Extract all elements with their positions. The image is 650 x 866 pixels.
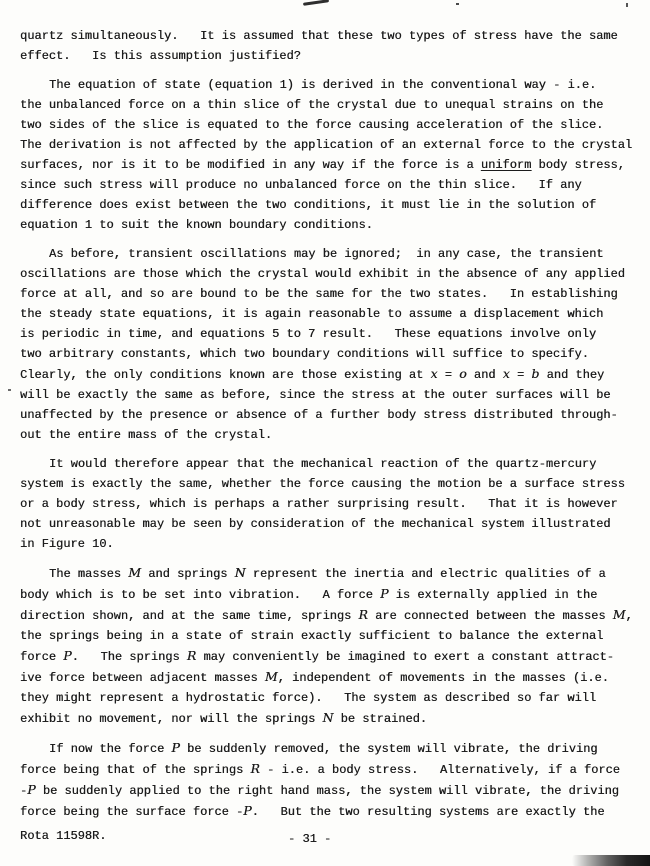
text-line [20,584,640,605]
paragraph [20,738,640,822]
text-segment: since such stress will produce no unbalanced force on the thin slice. If any [20,178,582,192]
text-line [20,534,640,554]
text-segment: force being that of the springs [20,763,251,777]
text-segment: are connected between the masses [367,609,613,623]
text-segment: is periodic in time, and equations 5 to 7 result. These equations involve only [20,327,597,341]
text-segment: It would therefore appear that the mechanical reaction of the quartz-mercury [49,457,597,471]
text-segment: force being the surface force - [20,805,244,819]
text-segment: quartz simultaneously. It is assumed that these two types of stress have the same [20,29,618,43]
text-segment: the springs being in a state of strain exactly sufficient to balance the external [20,629,604,643]
text-segment: = [437,368,460,382]
math-variable: b [531,366,540,381]
text-line [20,385,640,405]
page-number: - 31 - [288,832,332,846]
text-segment: force [20,650,64,664]
text-segment: = [509,368,532,382]
text-line [20,135,640,155]
text-line [20,344,640,364]
text-segment: Clearly, the only conditions known are those existing at [20,368,431,382]
text-line [20,175,640,195]
text-segment: exhibit no movement, nor will the springs [20,712,323,726]
text-segment: will be exactly the same as before, since the stress at the outer surfaces will be [20,388,611,402]
text-segment: the steady state equations, it is again reasonable to assume a displacement which [20,307,604,321]
text-line [20,708,640,729]
text-line [20,46,640,66]
text-segment: ive force between adjacent masses [20,671,265,685]
text-line [20,494,640,514]
text-line [20,405,640,425]
text-segment: oscillations are those which the crystal would exhibit in the absence of any applied [20,267,625,281]
paragraph [20,454,640,554]
math-variable: N [322,710,334,725]
math-variable: P [63,648,72,663]
text-line [20,304,640,324]
text-segment: or a body stress, which is perhaps a rather surprising result. That it is however [20,497,618,511]
text-segment: - [20,784,28,798]
text-segment: unaffected by the presence or absence of a further body stress distributed through- [20,408,618,422]
text-line [20,474,640,494]
text-segment: and they [539,368,605,382]
math-variable: x [430,366,438,381]
text-segment: , [625,609,633,623]
text-line [20,26,640,46]
text-line [20,801,640,822]
text-line [20,780,640,801]
text-segment: As before, transient oscillations may be ignored; in any case, the transient [49,247,604,261]
text-segment: may conveniently be imagined to exert a constant attract- [196,650,614,664]
text-segment: be suddenly removed, the system will vibrate, the driving [179,742,598,756]
text-segment: the unbalanced force on a thin slice of the crystal due to unequal strains on the [20,98,604,112]
text-segment: . But the two resulting systems are exactly the [251,805,605,819]
text-line [20,667,640,688]
scan-mark-speck [8,389,11,391]
math-variable: N [234,565,246,580]
text-segment: represent the inertia and electric qualities of a [245,567,606,581]
text-segment: equation 1 to suit the known boundary conditions. [20,218,373,232]
text-line [20,688,640,708]
text-line [20,626,640,646]
scan-mark-dot [456,3,459,5]
math-variable: M [264,669,278,684]
text-segment: , independent of movements in the masses (i.e. [277,671,609,685]
text-segment: The derivation is not affected by the application of an external force to the crystal [20,138,633,152]
scan-mark-dot [626,3,628,7]
text-segment: two arbitrary constants, which two boundary conditions will suffice to specify. [20,347,589,361]
text-line [20,264,640,284]
scan-mark-dash [303,0,329,6]
text-segment: system is exactly the same, whether the force causing the motion be a surface stress [20,477,625,491]
text-line [20,738,640,759]
text-segment: surfaces, nor is it to be modified in any way if the force is a [20,158,481,172]
text-line [20,195,640,215]
page-body [20,26,640,831]
text-segment: in Figure 10. [20,537,114,551]
text-segment: not unreasonable may be seen by consideration of the mechanical system illustrated [20,517,611,531]
text-line [20,95,640,115]
underlined-text: uniform [480,158,532,172]
text-segment: If now the force [49,742,172,756]
text-segment: two sides of the slice is equated to the force causing acceleration of the slice. [20,118,604,132]
text-segment: effect. Is this assumption justified? [20,49,301,63]
math-variable: M [128,565,142,580]
math-variable: o [459,366,467,381]
text-segment: they might represent a hydrostatic force). The system as described so far will [20,691,597,705]
text-line [20,514,640,534]
text-segment: body stress, [531,158,625,172]
report-reference: Rota 11598R. [20,829,107,843]
text-line [20,244,640,264]
text-segment: is externally applied in the [388,588,598,602]
math-variable: R [358,607,368,622]
text-line [20,563,640,584]
math-variable: R [250,761,260,776]
text-line [20,364,640,385]
text-line [20,155,640,175]
text-segment: difference does exist between the two conditions, it must lie in the solution of [20,198,597,212]
paragraph [20,26,640,66]
text-segment: and [466,368,503,382]
paragraph [20,75,640,235]
math-variable: P [380,586,389,601]
text-segment: be suddenly applied to the right hand mass, the system will vibrate, the driving [35,784,619,798]
text-segment: . The springs [71,650,187,664]
text-segment: The masses [49,567,129,581]
text-line [20,605,640,626]
math-variable: P [243,803,252,818]
paragraph [20,563,640,729]
text-line [20,454,640,474]
text-line [20,646,640,667]
math-variable: P [27,782,36,797]
text-segment: out the entire mass of the crystal. [20,428,273,442]
math-variable: x [502,366,510,381]
math-variable: R [186,648,197,663]
math-variable: P [171,740,180,755]
text-line [20,115,640,135]
text-line [20,75,640,95]
text-segment: The equation of state (equation 1) is derived in the conventional way - i.e. [49,78,597,92]
text-segment: direction shown, and at the same time, springs [20,609,359,623]
text-segment: be strained. [333,712,428,726]
text-segment: and springs [141,567,235,581]
text-line [20,324,640,344]
text-line [20,284,640,304]
math-variable: M [612,607,626,622]
text-segment: force at all, and so are bound to be the same for the two states. In establishing [20,287,618,301]
text-line [20,215,640,235]
text-segment: - i.e. a body stress. Alternatively, if a force [259,763,620,777]
text-segment: body which is to be set into vibration. A force [20,588,381,602]
text-line [20,759,640,780]
paragraph [20,244,640,445]
scan-smudge [572,855,650,866]
text-line [20,425,640,445]
